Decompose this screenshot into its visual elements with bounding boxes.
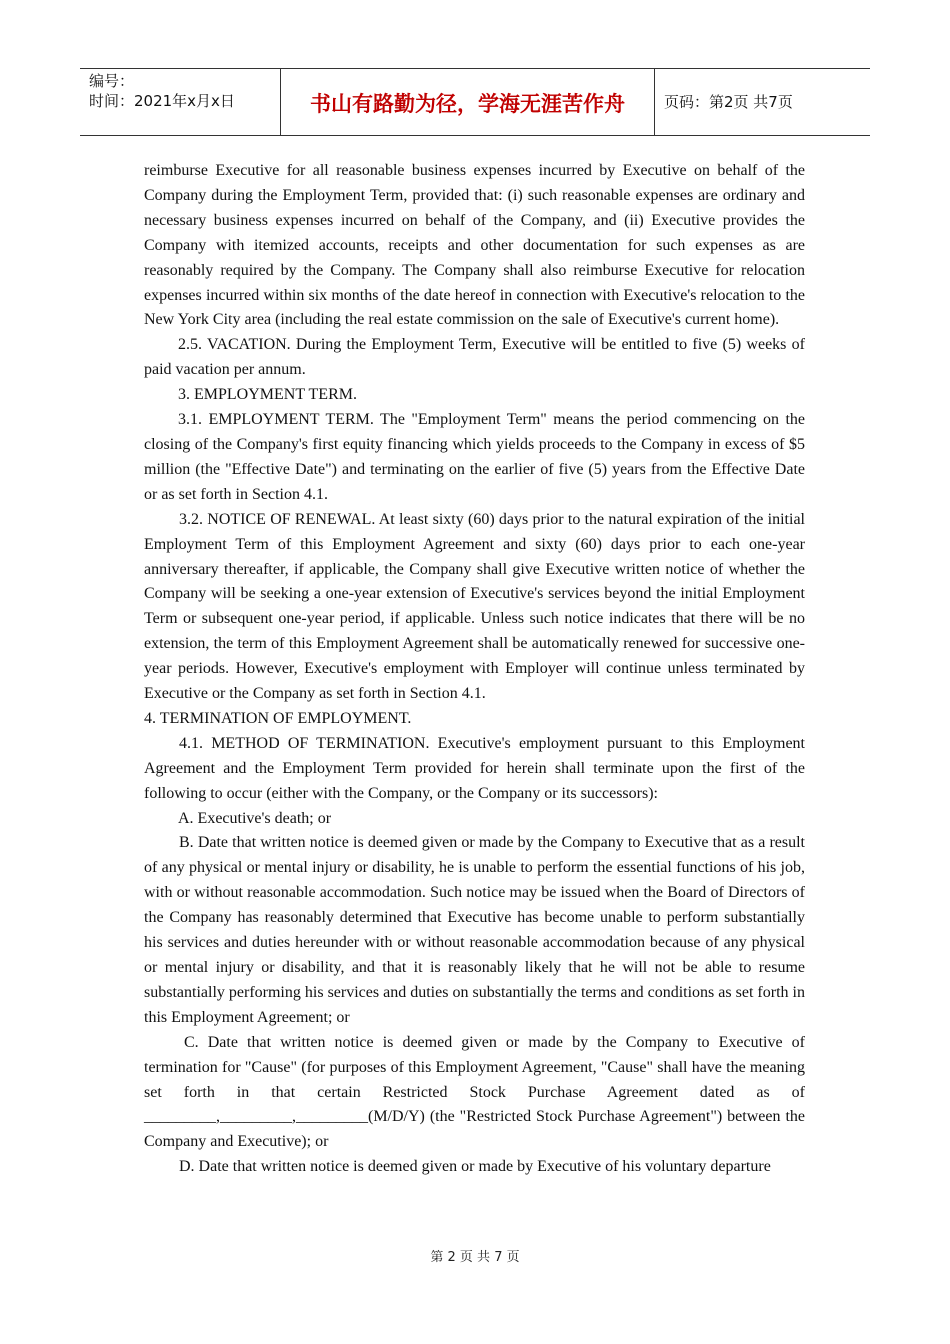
document-time-label: 时间：2021年x月x日 bbox=[89, 92, 235, 110]
paragraph-vacation: 2.5. VACATION. During the Employment Term, Executive will be entitled to five (5) weeks of paid vacation per annum. bbox=[144, 336, 805, 379]
section-heading-termination: 4. TERMINATION OF EMPLOYMENT. bbox=[144, 709, 412, 727]
section-heading-employment-term: 3. EMPLOYMENT TERM. bbox=[178, 386, 357, 404]
header-meta bbox=[80, 69, 281, 135]
list-item-a: A. Executive's death; or bbox=[178, 809, 332, 827]
header-page-info: 页码：第2页 共7页 bbox=[664, 93, 793, 111]
list-item-d: D. Date that written notice is deemed given or made by Executive of his voluntary departure bbox=[179, 1158, 771, 1176]
paragraph-method-of-termination: 4.1. METHOD OF TERMINATION. Executive's employment pursuant to this Employment Agreement and the Employment Term provided for herein shall terminate upon the first of the following to occur (either with the Company, or the Company or its successors): bbox=[144, 734, 805, 802]
list-item-b: B. Date that written notice is deemed given or made by the Company to Executive that as a result of any physical or mental injury or disability, he is unable to perform the essential functions of his job, with or without reasonable accommodation. Such notice may be issued when the Board of Directors of the Company has reasonably determined that Executive has become unable to perform substantially his services and duties hereunder with or without reasonable accommodation because of any physical or mental injury or disability, and that it is reasonably likely that he will not be able to resume substantially performing his services and duties on substantially the terms and conditions as set forth in this Employment Agreement; or bbox=[144, 834, 805, 1026]
list-item-c: C. Date that written notice is deemed given or made by the Company to Executive of termination for "Cause" (for purposes of this Employment Agreement, "Cause" shall have the meaning set forth in that certain Restricted Stock Purchase Agreement dated as of _________,_________,_________(M/D/Y) (the "Restricted Stock Purchase Agreement") between the Company and Executive); or bbox=[144, 1033, 805, 1151]
page-footer: 第 2 页 共 7 页 bbox=[430, 1250, 520, 1265]
paragraph-expenses: reimburse Executive for all reasonable business expenses incurred by Executive on behalf of the Company during the Employment Term, provided that: (i) such reasonable expenses are ordinary and necessary business expenses incurred on behalf of the Company, and (ii) Executive provides the Company with itemized accounts, receipts and other documentation for such expenses as are reasonably required by the Company. The Company shall also reimburse Executive for relocation expenses incurred within six months of the date hereof in connection with Executive's relocation to the New York City area (including the real estate commission on the sale of Executive's current home). bbox=[144, 162, 805, 329]
paragraph-notice-of-renewal: 3.2. NOTICE OF RENEWAL. At least sixty (60) days prior to the natural expiration of the initial Employment Term of this Employment Agreement and sixty (60) days prior to each one-year anniversary thereafter, if applicable, the Company shall give Executive written notice of whether the Company will be seeking a one-year extension of Executive's services beyond the initial Employment Term or subsequent one-year period, if applicable. Unless such notice indicates that there will be no extension, the term of this Employment Agreement shall be automatically renewed for successive one-year periods. However, Executive's employment with Employer will continue unless terminated by Executive or the Company as set forth in Section 4.1. bbox=[144, 510, 805, 703]
header-motto: 书山有路勤为径，学海无涯苦作舟 bbox=[281, 69, 655, 135]
document-body bbox=[144, 159, 805, 1180]
document-number-label: 编号： bbox=[89, 72, 135, 90]
page-header bbox=[80, 68, 870, 136]
paragraph-employment-term: 3.1. EMPLOYMENT TERM. The "Employment Term" means the period commencing on the closing of the Company's first equity financing which yields proceeds to the Company in excess of $5 million (the "Effective Date") and terminating on the earlier of five (5) years from the Effective Date or as set forth in Section 4.1. bbox=[144, 411, 805, 503]
